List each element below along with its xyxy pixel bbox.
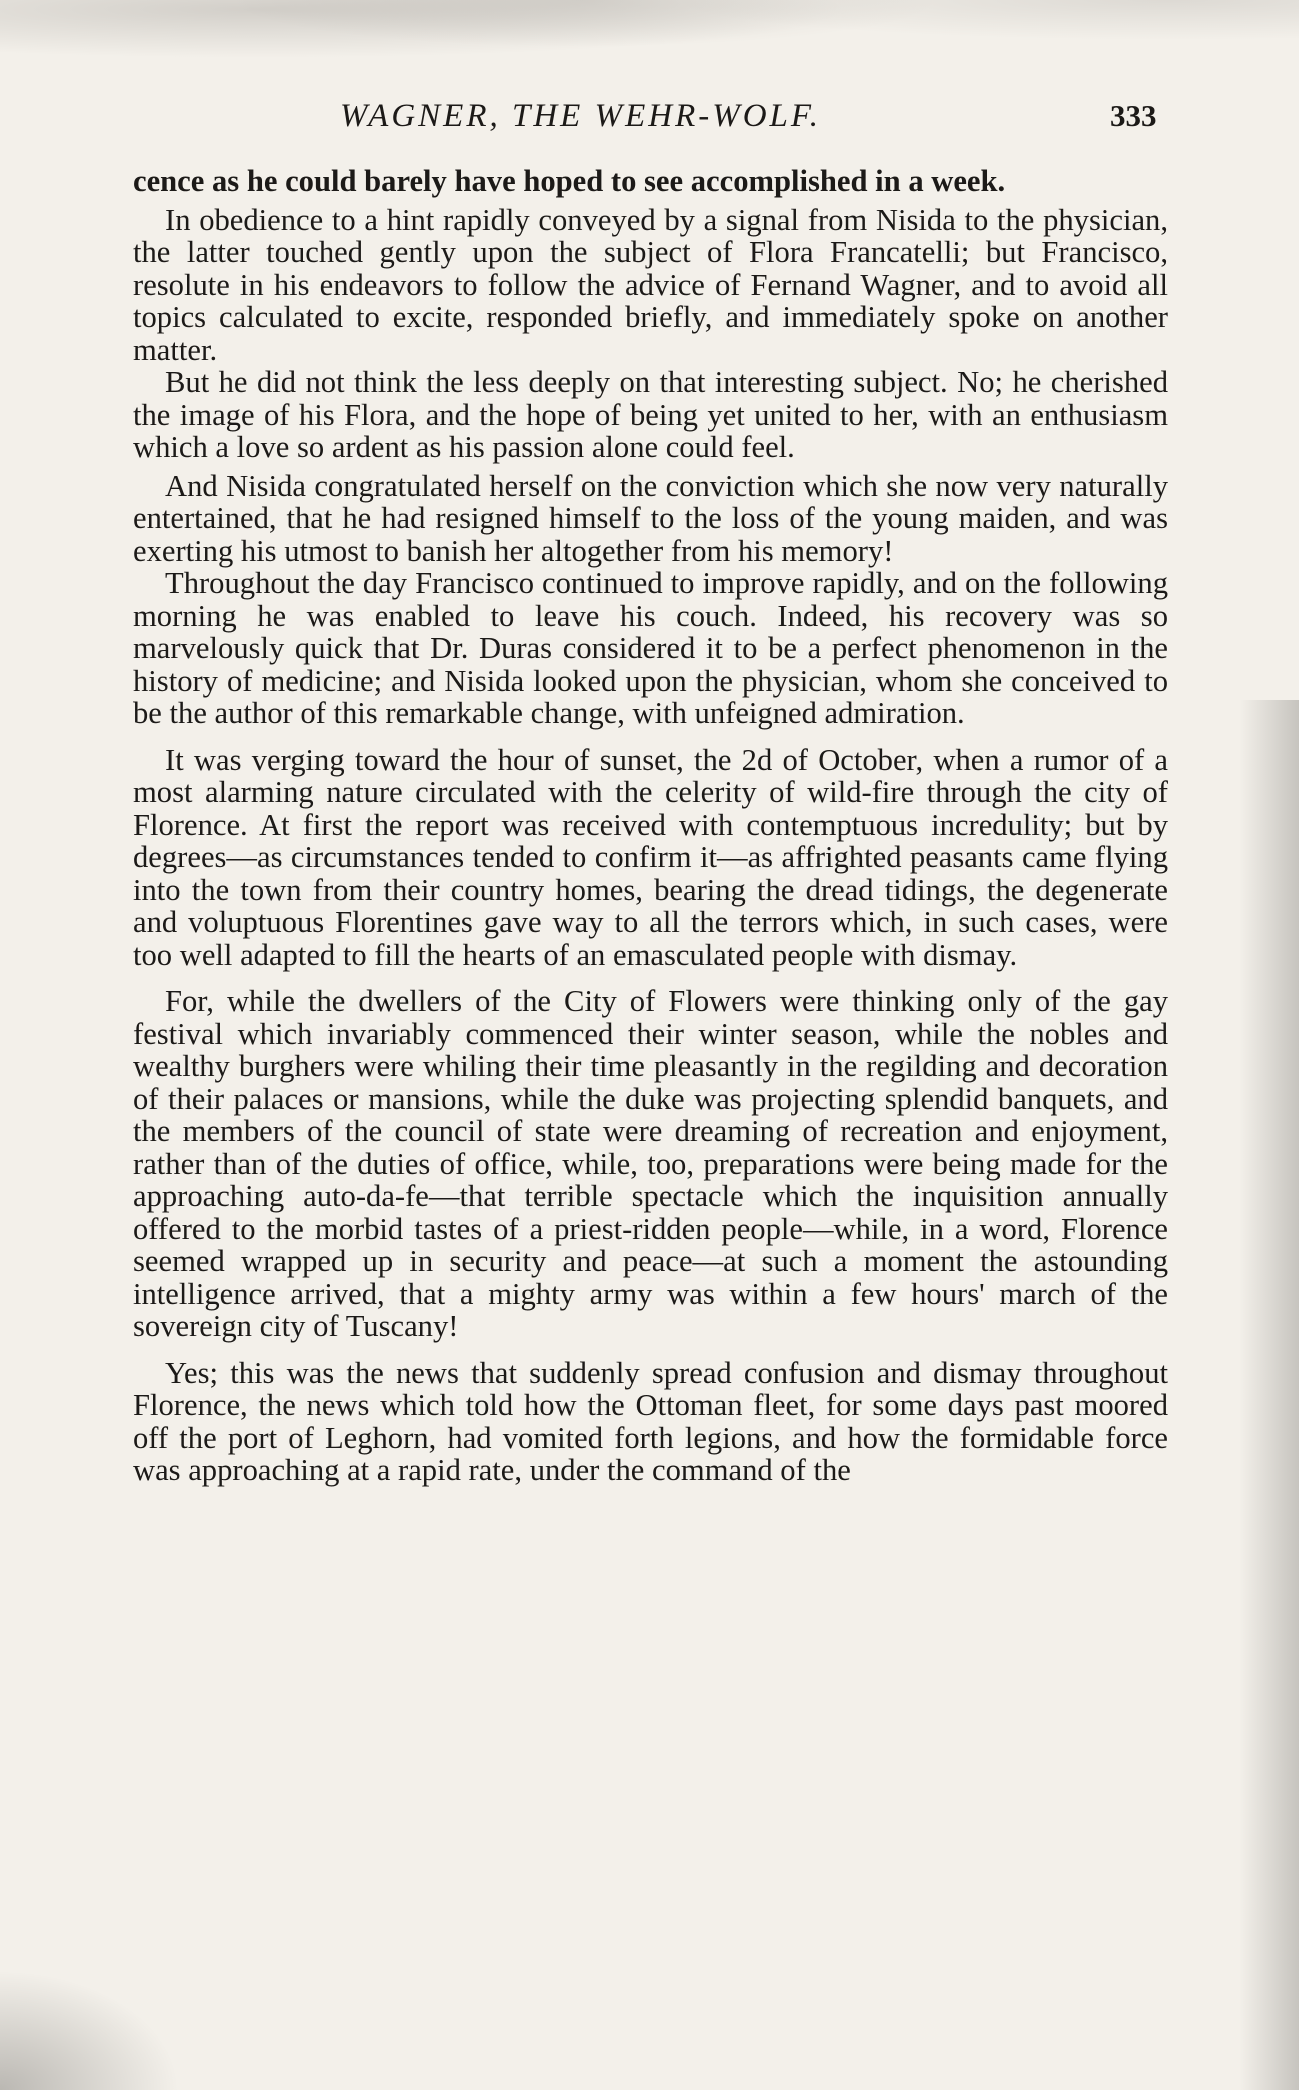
paragraph: And Nisida congratulated herself on the conviction which she now very naturally entertained, that he had resigned himself to the loss of the young maiden, and was exerting his utmost to banish her altogether from his memory!: [133, 468, 1168, 568]
paragraph: For, while the dwellers of the City of Flowers were thinking only of the gay festival which invariably commenced their winter season, while the nobles and wealthy burghers were whiling their time pleasantly in the regilding and decoration of their palaces or mansions, while the duke was projecting splendid banquets, and the members of the council of state were dreaming of recreation and enjoyment, rather than of the duties of office, while, too, preparations were being made for the approaching auto-da-fe—that terrible spectacle which the inquisition annually offered to the morbid tastes of a priest-ridden people—while, in a word, Florence seemed wrapped up in security and peace—at such a moment the astounding intelligence arrived, that a mighty army was within a few hours' march of the sovereign city of Tuscany!: [133, 984, 1168, 1343]
paragraph: In obedience to a hint rapidly conveyed by a signal from Nisida to the physician, the latter touched gently upon the subject of Flora Francatelli; but Francisco, resolute in his endeavors to follow the advice of Fernand Wagner, and to avoid all topics calculated to excite, responded briefly, and immediately spoke on another matter.: [133, 202, 1168, 367]
paragraph: Throughout the day Francisco continued to improve rapidly, and on the following morning he was enabled to leave his couch. Indeed, his recovery was so marvelously quick that Dr. Duras considered it to be a perfect phenomenon in the history of medicine; and Nisida looked upon the physician, whom she conceived to be the author of this remarkable change, with unfeigned admiration.: [133, 566, 1168, 730]
scan-smudge-top: [0, 0, 1299, 95]
running-title: WAGNER, THE WEHR-WOLF.: [340, 98, 822, 134]
scan-shadow-bottom-left: [0, 1970, 180, 2090]
scan-shadow-right: [1239, 700, 1299, 2090]
body-text: [133, 165, 1168, 1487]
running-head: [0, 98, 1299, 138]
paragraph: Yes; this was the news that suddenly spread confusion and dismay throughout Florence, the news which told how the Ottoman fleet, for some days past moored off the port of Leghorn, had vomited forth legions, and how the formidable force was approaching at a rapid rate, under the command of the: [133, 1355, 1168, 1487]
paragraph: But he did not think the less deeply on that interesting subject. No; he cherished the image of his Flora, and the hope of being yet united to her, with an enthusiasm which a love so ardent as his passion alone could feel.: [133, 365, 1168, 464]
paragraph: cence as he could barely have hoped to see accomplished in a week.: [133, 164, 1006, 198]
paragraph: It was verging toward the hour of sunset, the 2d of October, when a rumor of a most alarming nature circulated with the celerity of wild-fire through the city of Florence. At first the report was received with contemptuous incredulity; but by degrees—as circumstances tended to confirm it—as affrighted peasants came flying into the town from their country homes, bearing the dread tidings, the degenerate and voluptuous Florentines gave way to all the terrors which, in such cases, were too well adapted to fill the hearts of an emasculated people with dismay.: [133, 742, 1168, 972]
page-number: 333: [1110, 98, 1157, 133]
